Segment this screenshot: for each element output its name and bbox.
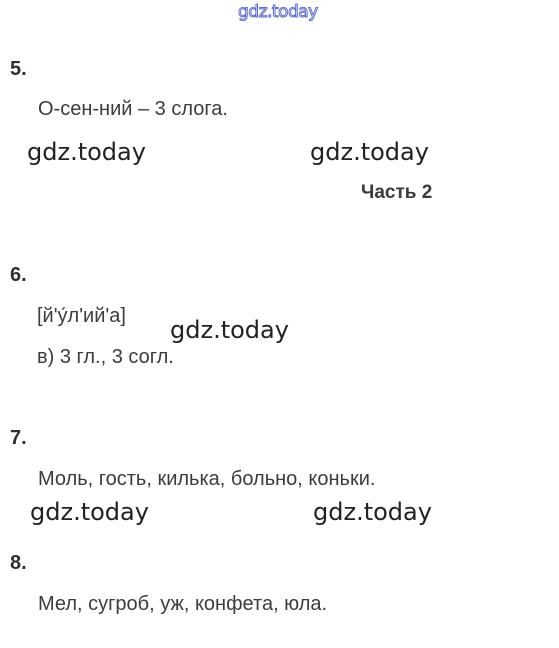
watermark: gdz.today — [170, 316, 289, 344]
part-heading: Часть 2 — [361, 182, 433, 203]
watermark: gdz.today — [313, 498, 432, 526]
task-number-8: 8. — [10, 552, 27, 574]
task-6-transcription: [й'у́л'ий'а] — [37, 305, 126, 327]
task-number-6: 6. — [10, 264, 27, 286]
watermark: gdz.today — [30, 498, 149, 526]
watermark: gdz.today — [27, 138, 146, 166]
task-number-7: 7. — [10, 427, 27, 449]
task-7-answer: Моль, гость, килька, больно, коньки. — [38, 468, 376, 490]
site-logo[interactable]: gdz.today — [238, 2, 318, 22]
task-8-answer: Мел, сугроб, уж, конфета, юла. — [38, 593, 328, 615]
watermark: gdz.today — [310, 138, 429, 166]
task-5-answer: О-сен-ний – 3 слога. — [38, 98, 228, 120]
task-6-answer: в) 3 гл., 3 согл. — [37, 346, 174, 368]
task-number-5: 5. — [10, 58, 27, 80]
